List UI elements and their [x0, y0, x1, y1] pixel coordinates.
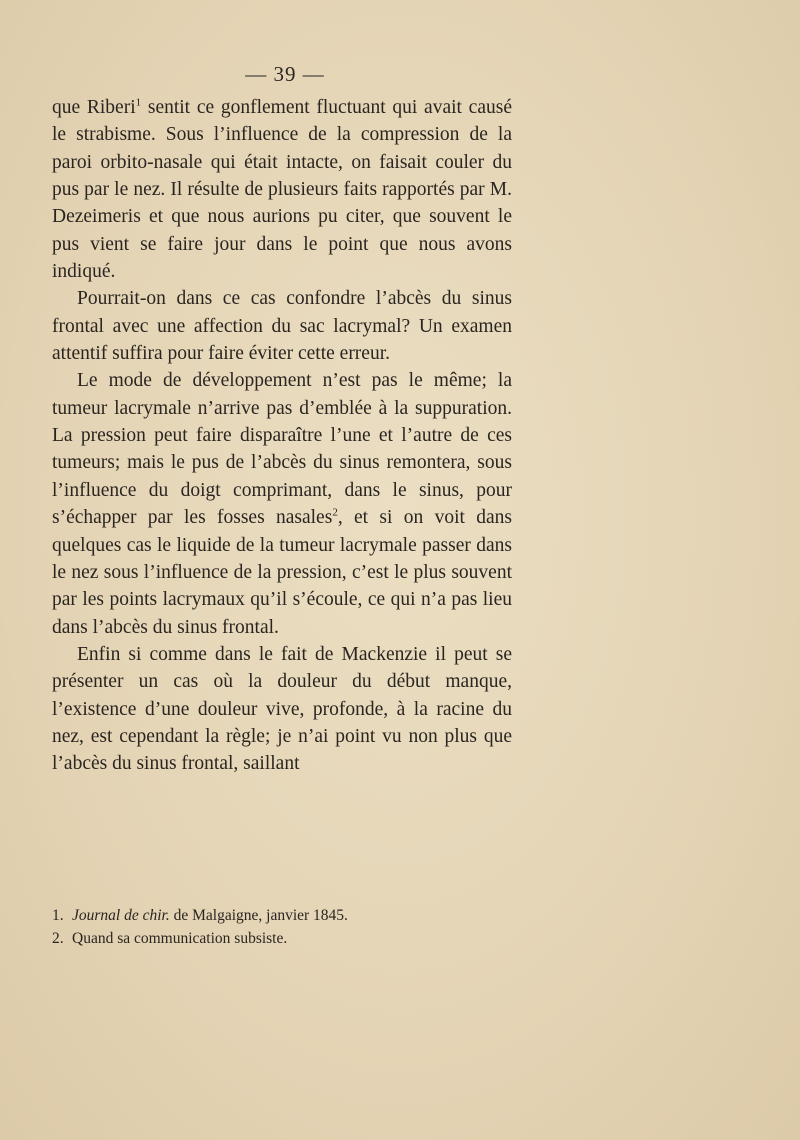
footnote-1: [52, 904, 512, 927]
footnote-text: Quand sa communication subsiste.: [72, 930, 288, 947]
body-text: [52, 94, 512, 778]
paragraph-3: [52, 367, 512, 640]
footnote-journal-title: Journal de chir.: [72, 907, 170, 924]
footnote-reference-2[interactable]: 2: [332, 506, 338, 519]
footnote-number: 2.: [52, 930, 64, 947]
paragraph-text: , et si on voit dans quelques cas le liquide de la tumeur lacrymale passer dans le nez sous l’influence de la pression, c’est le plus souvent par les points lacrymaux qu’il s’écoule, ce qui n’a pas lieu dans l’abcès du sinus frontal.: [52, 507, 512, 638]
paragraph-4: Enfin si comme dans le fait de Mackenzie il peut se présenter un cas où la douleur du début manque, l’existence d’une douleur vive, profonde, à la racine du nez, est cependant la règle; je n’ai point vu non plus que l’abcès du sinus frontal, saillant: [52, 643, 512, 775]
paragraph-1: [52, 94, 512, 285]
paragraph-text: Le mode de développement n’est pas le même; la tumeur lacrymale n’arrive pas d’emblée à la suppuration. La pression peut faire disparaître l’une et l’autre de ces tumeurs; mais le pus de l’abcès du sinus remontera, sous l’influence du doigt comprimant, dans le sinus, pour s’échapper par les fosses nasales: [52, 370, 512, 529]
footnote-number: 1.: [52, 907, 64, 924]
footnotes: [52, 904, 512, 950]
footnote-reference-1[interactable]: 1: [135, 96, 142, 109]
footnote-text: de Malgaigne, janvier 1845.: [169, 907, 348, 924]
page-number: — 39 —: [245, 62, 325, 86]
footnote-2: [52, 927, 512, 950]
paragraph-text: que Riberi: [52, 97, 136, 118]
paragraph-text: sentit ce gonflement fluctuant qui avait causé le strabisme. Sous l’influence de la compression de la paroi orbito-nasale qui était intacte, on faisait couler du pus par le nez. Il résulte de plusieurs faits rapportés par M. Dezeimeris et que nous aurions pu citer, que souvent le pus vient se faire jour dans le point que nous avons indiqué.: [52, 97, 512, 283]
paragraph-2: Pourrait-on dans ce cas confondre l’abcès du sinus frontal avec une affection du sac lacrymal? Un examen attentif suffira pour faire éviter cette erreur.: [52, 288, 512, 365]
